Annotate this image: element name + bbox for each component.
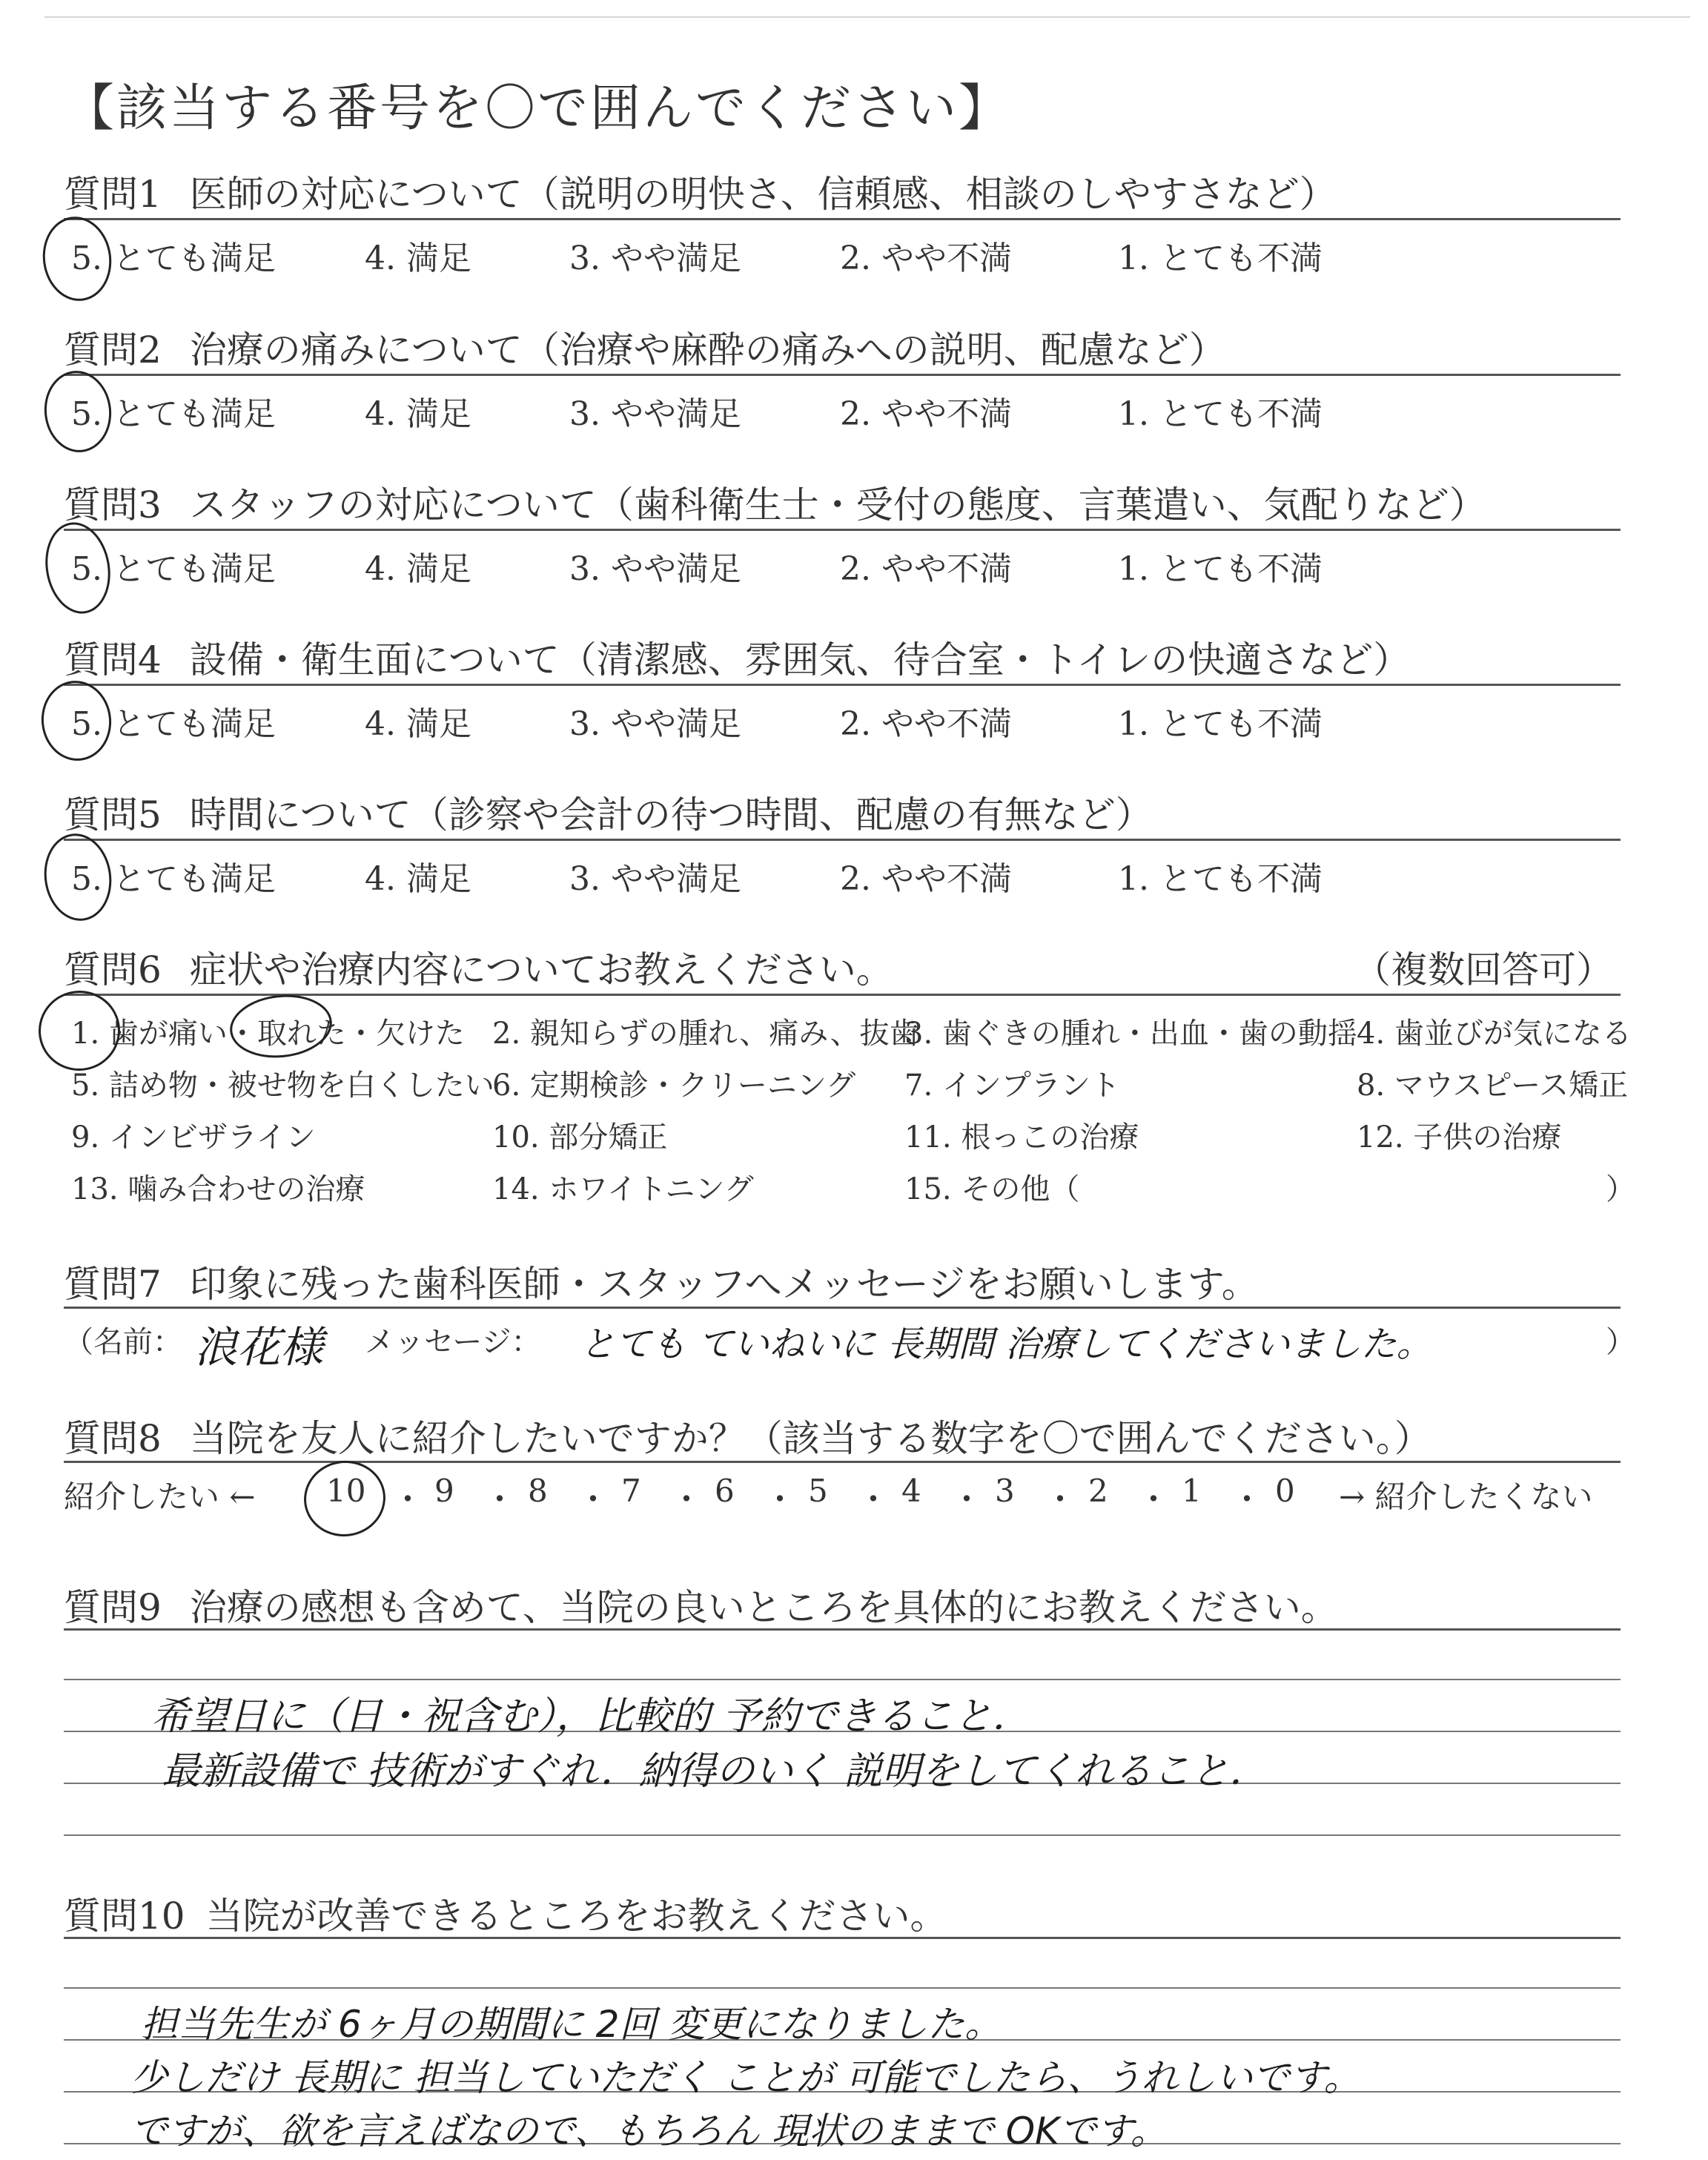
question-6-note: （複数回答可） <box>1354 948 1613 991</box>
q10-writing-line <box>64 1987 1621 1989</box>
q7-name-value[interactable]: 浪花様 <box>194 1322 324 1373</box>
question-10-rule <box>64 1937 1621 1939</box>
q8-dot: ・ <box>1231 1481 1263 1519</box>
q6-option-1[interactable]: 1. 歯が痛い・取れた・欠けた <box>71 1017 465 1051</box>
question-3-label: 質問3 <box>64 483 162 526</box>
q1-option-5[interactable]: 5. とても満足 <box>71 240 276 277</box>
q2-option-3[interactable]: 3. やや満足 <box>569 395 741 433</box>
q4-option-4[interactable]: 4. 満足 <box>365 705 471 743</box>
q7-close: ） <box>1606 1325 1635 1359</box>
question-3 <box>64 475 1486 529</box>
question-2-label: 質問2 <box>64 328 162 371</box>
q8-scale-9[interactable]: 9 <box>434 1473 454 1509</box>
question-7-label: 質問7 <box>64 1263 162 1306</box>
q6-option-7[interactable]: 7. インプラント <box>904 1069 1120 1103</box>
q6-option-8[interactable]: 8. マウスピース矯正 <box>1357 1069 1629 1103</box>
q6-option-15[interactable]: 15. その他（ <box>904 1172 1080 1206</box>
q8-dot: ・ <box>950 1481 983 1519</box>
question-1 <box>64 165 1337 218</box>
question-4-rule <box>64 684 1621 686</box>
question-6-label: 質問6 <box>64 948 162 991</box>
q3-option-5[interactable]: 5. とても満足 <box>71 550 276 588</box>
q8-scale-6[interactable]: 6 <box>715 1473 735 1509</box>
q7-message-label: メッセージ： <box>365 1325 541 1359</box>
q6-option-5[interactable]: 5. 詰め物・被せ物を白くしたい <box>71 1069 494 1103</box>
question-3-rule <box>64 529 1621 531</box>
q3-option-3[interactable]: 3. やや満足 <box>569 550 741 588</box>
q4-option-5[interactable]: 5. とても満足 <box>71 705 276 743</box>
q8-dot: ・ <box>1137 1481 1170 1519</box>
q8-scale-1[interactable]: 1 <box>1182 1473 1202 1509</box>
question-10-label: 質問10 <box>64 1895 185 1938</box>
q5-option-1[interactable]: 1. とても不満 <box>1118 860 1323 898</box>
question-1-text: 医師の対応について（説明の明快さ、信頼感、相談のしやすさなど） <box>189 173 1337 216</box>
q6-option-6[interactable]: 6. 定期検診・クリーニング <box>492 1069 856 1103</box>
q5-option-3[interactable]: 3. やや満足 <box>569 860 741 898</box>
q4-selected-circle <box>38 677 116 764</box>
q1-option-3[interactable]: 3. やや満足 <box>569 240 741 277</box>
q8-dot: ・ <box>857 1481 890 1519</box>
q6-other-close: ） <box>1606 1172 1635 1206</box>
question-5-label: 質問5 <box>64 793 162 836</box>
q3-selected-circle <box>39 517 117 618</box>
q1-option-2[interactable]: 2. やや不満 <box>840 240 1012 277</box>
q6-option-13[interactable]: 13. 噛み合わせの治療 <box>71 1172 365 1206</box>
question-7 <box>64 1255 1259 1308</box>
question-5 <box>64 785 1153 839</box>
q7-message-value[interactable]: とても ていねいに 長期間 治療してくださいました。 <box>580 1324 1432 1365</box>
q6-option-14[interactable]: 14. ホワイトニング <box>492 1172 754 1206</box>
question-6-text: 症状や治療内容についてお教えください。 <box>189 948 893 991</box>
q1-option-4[interactable]: 4. 満足 <box>365 240 471 277</box>
top-border <box>44 16 1690 18</box>
q2-option-4[interactable]: 4. 満足 <box>365 395 471 433</box>
q4-option-2[interactable]: 2. やや不満 <box>840 705 1012 743</box>
q8-scale-2[interactable]: 2 <box>1088 1473 1108 1509</box>
q1-option-1[interactable]: 1. とても不満 <box>1118 240 1323 277</box>
q8-scale-8[interactable]: 8 <box>528 1473 548 1509</box>
q6-option-12[interactable]: 12. 子供の治療 <box>1357 1120 1562 1155</box>
q9-answer-line-1[interactable]: 希望日に（日・祝含む），比較的 予約できること． <box>151 1694 1031 1739</box>
q3-option-2[interactable]: 2. やや不満 <box>840 550 1012 588</box>
q8-dot: ・ <box>577 1481 609 1519</box>
q8-scale-10[interactable]: 10 <box>326 1473 366 1509</box>
q2-option-1[interactable]: 1. とても不満 <box>1118 395 1323 433</box>
q3-option-4[interactable]: 4. 満足 <box>365 550 471 588</box>
q5-option-2[interactable]: 2. やや不満 <box>840 860 1012 898</box>
question-10-text: 当院が改善できるところをお教えください。 <box>205 1895 947 1938</box>
form-title: 【該当する番号を〇で囲んでください】 <box>64 79 1012 138</box>
q8-scale-0[interactable]: 0 <box>1275 1473 1295 1509</box>
q8-dot: ・ <box>670 1481 703 1519</box>
q8-dot: ・ <box>764 1481 796 1519</box>
question-1-label: 質問1 <box>64 173 162 216</box>
q8-scale-7[interactable]: 7 <box>621 1473 641 1509</box>
question-2 <box>64 320 1226 374</box>
question-3-text: スタッフの対応について（歯科衛生士・受付の態度、言葉遣い、気配りなど） <box>189 483 1486 526</box>
question-9-label: 質問9 <box>64 1586 162 1629</box>
q8-scale-5[interactable]: 5 <box>808 1473 828 1509</box>
q7-name-label: （名前： <box>64 1325 182 1359</box>
question-8 <box>64 1409 1431 1462</box>
q8-selected-circle <box>299 1456 390 1542</box>
q4-option-3[interactable]: 3. やや満足 <box>569 705 741 743</box>
question-2-rule <box>64 374 1621 376</box>
question-1-rule <box>64 218 1621 220</box>
question-2-text: 治療の痛みについて（治療や麻酔の痛みへの説明、配慮など） <box>189 328 1226 371</box>
q5-selected-circle <box>39 829 117 925</box>
q5-option-4[interactable]: 4. 満足 <box>365 860 471 898</box>
q2-selected-circle <box>40 368 115 456</box>
q8-dot: ・ <box>483 1481 516 1519</box>
q6-option-11[interactable]: 11. 根っこの治療 <box>904 1120 1139 1155</box>
question-7-rule <box>64 1307 1621 1309</box>
q1-selected-circle <box>38 212 117 305</box>
q8-right-label: → 紹介したくない <box>1339 1479 1593 1515</box>
q8-dot: ・ <box>391 1481 424 1519</box>
q8-scale-4[interactable]: 4 <box>901 1473 921 1509</box>
q5-option-5[interactable]: 5. とても満足 <box>71 860 276 898</box>
question-9 <box>64 1578 1338 1631</box>
question-4-label: 質問4 <box>64 638 162 681</box>
question-8-rule <box>64 1461 1621 1463</box>
question-5-rule <box>64 839 1621 841</box>
question-6 <box>64 940 893 994</box>
q10-answer-line-1[interactable]: 担当先生が 6ヶ月の期間に 2回 変更になりました。 <box>141 2003 1002 2046</box>
q6-option-3[interactable]: 3. 歯ぐきの腫れ・出血・歯の動揺 <box>904 1017 1357 1051</box>
question-8-text: 当院を友人に紹介したいですか？（該当する数字を〇で囲んでください。） <box>189 1417 1431 1460</box>
q8-dot: ・ <box>1044 1481 1076 1519</box>
question-5-text: 時間について（診察や会計の待つ時間、配慮の有無など） <box>189 793 1153 836</box>
q6-option-4[interactable]: 4. 歯並びが気になる <box>1357 1017 1632 1051</box>
question-10 <box>64 1886 947 1940</box>
q2-option-2[interactable]: 2. やや不満 <box>840 395 1012 433</box>
question-7-text: 印象に残った歯科医師・スタッフへメッセージをお願いします。 <box>189 1263 1259 1306</box>
question-4 <box>64 630 1410 684</box>
q3-option-1[interactable]: 1. とても不満 <box>1118 550 1323 588</box>
q10-answer-line-2[interactable]: 少しだけ 長期に 担当していただく ことが 可能でしたら、うれしいです。 <box>130 2056 1361 2099</box>
q8-left-label: 紹介したい ← <box>64 1479 256 1515</box>
q8-scale-3[interactable]: 3 <box>995 1473 1015 1509</box>
question-4-text: 設備・衛生面について（清潔感、雰囲気、待合室・トイレの快適さなど） <box>189 638 1411 681</box>
question-9-rule <box>64 1628 1621 1631</box>
q9-answer-line-2[interactable]: 最新設備で 技術がすぐれ．納得のいく 説明をしてくれること． <box>162 1749 1268 1794</box>
q6-option-10[interactable]: 10. 部分矯正 <box>492 1120 668 1155</box>
q9-writing-line <box>64 1834 1621 1836</box>
q4-option-1[interactable]: 1. とても不満 <box>1118 705 1323 743</box>
question-8-label: 質問8 <box>64 1417 162 1460</box>
q6-option-2[interactable]: 2. 親知らずの腫れ、痛み、抜歯 <box>492 1017 919 1051</box>
q9-writing-line <box>64 1679 1621 1680</box>
q10-answer-line-3[interactable]: ですが、欲を言えばなので、もちろん 現状のままで OKです。 <box>130 2110 1168 2153</box>
q2-option-5[interactable]: 5. とても満足 <box>71 395 276 433</box>
q6-option-9[interactable]: 9. インビザライン <box>71 1120 316 1155</box>
question-9-text: 治療の感想も含めて、当院の良いところを具体的にお教えください。 <box>189 1586 1338 1629</box>
